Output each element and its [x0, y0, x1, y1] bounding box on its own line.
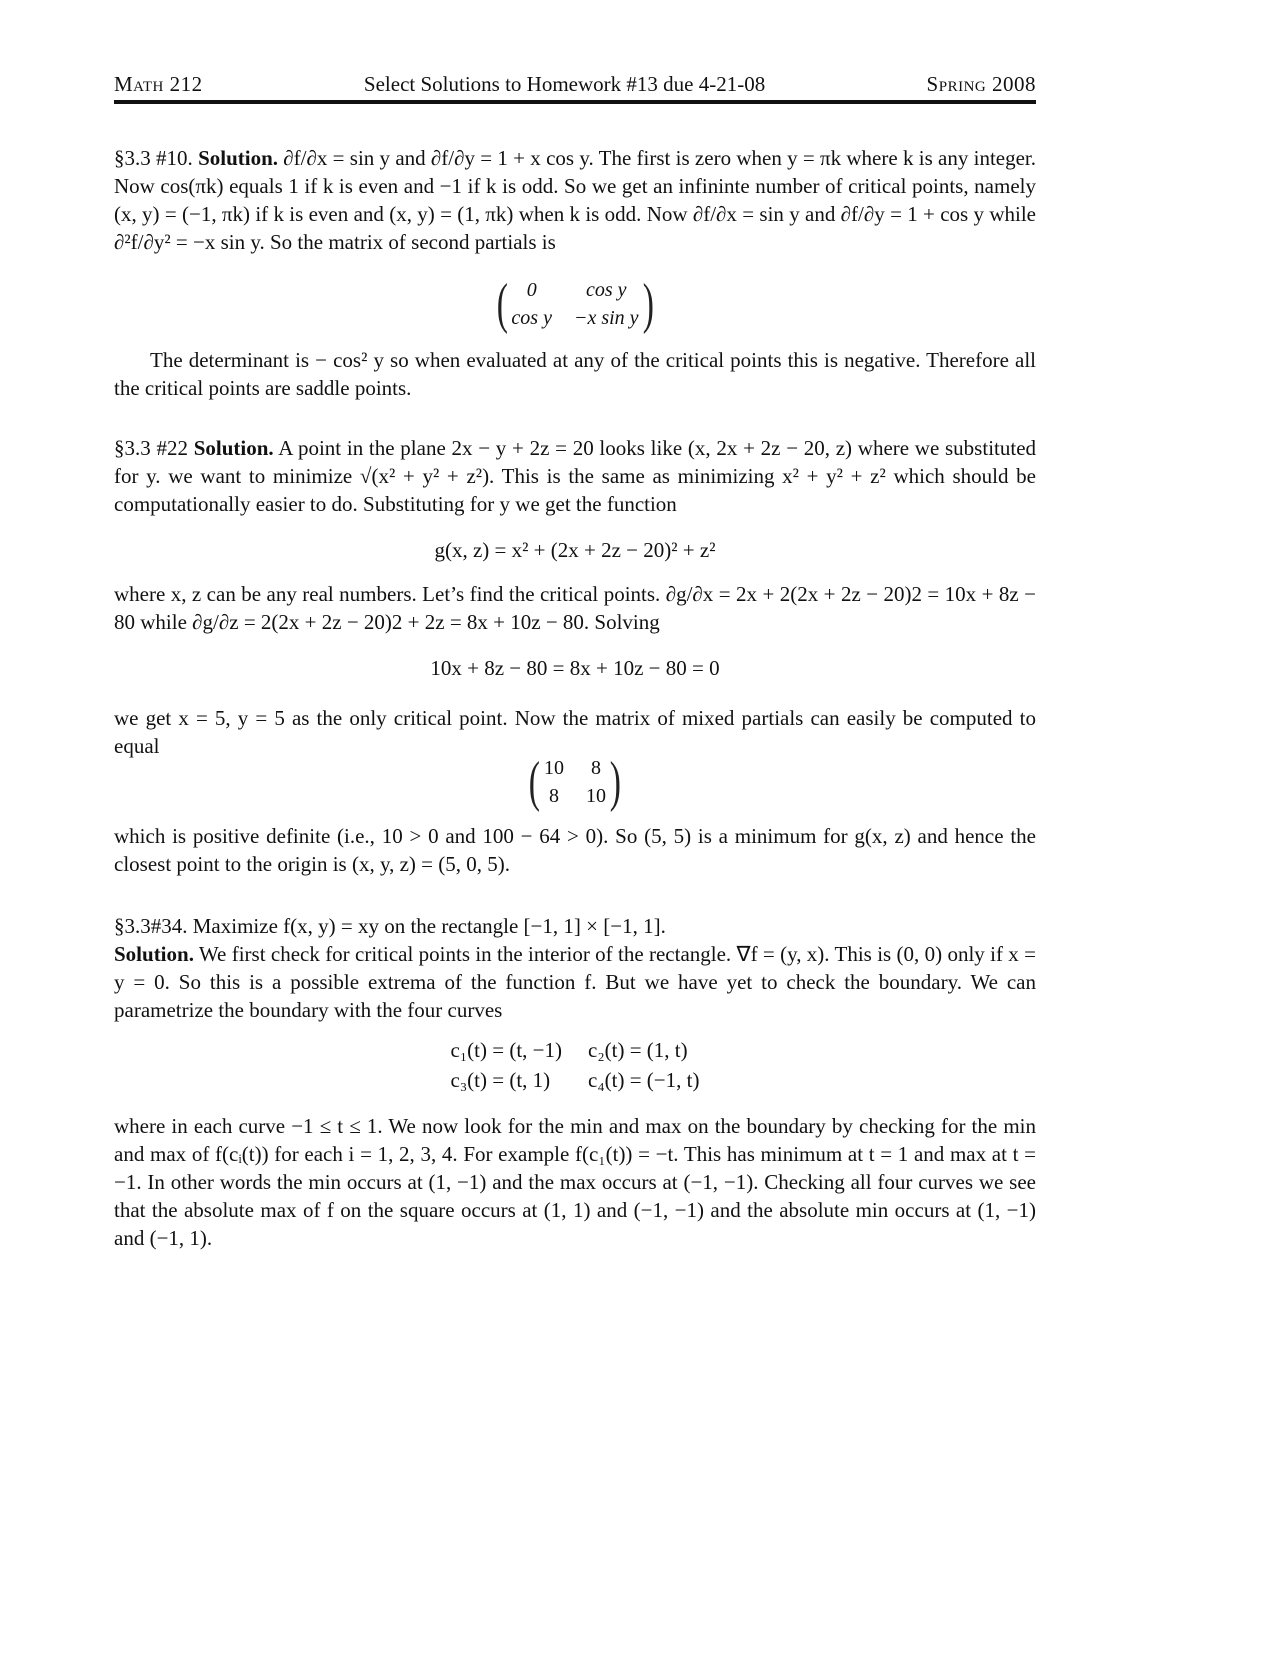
- matrix-cell: 8: [549, 785, 559, 807]
- problem-3-solution-label: Solution.: [114, 942, 194, 966]
- matrix-cell: −x sin y: [573, 307, 639, 329]
- matrix-cell: 10: [544, 757, 564, 779]
- problem-2-equation-1: g(x, z) = x² + (2x + 2z − 20)² + z²: [434, 538, 716, 562]
- matrix-cell: 8: [591, 757, 601, 779]
- term-label: Spring 2008: [926, 72, 1036, 96]
- header-rule: [114, 100, 1036, 104]
- problem-2-para-4: which is positive definite (i.e., 10 > 0 and 100 − 64 > 0). So (5, 5) is a minimum for g(x, z) and hence the closest point to the origin is (x, y, z) = (5, 0, 5).: [114, 824, 1036, 876]
- problem-2-para-1: [114, 434, 1036, 518]
- problem-2-result: [114, 704, 1036, 760]
- matrix-cell: cos y: [511, 307, 552, 329]
- problem-1-label: §3.3 #10.: [114, 146, 193, 170]
- problem-1-para-2: The determinant is − cos² y so when evaluated at any of the critical points this is negative. Therefore all the critical points are saddle points.: [114, 348, 1036, 400]
- problem-2-critical-points: [114, 580, 1036, 636]
- document-title: Select Solutions to Homework #13 due 4-21-08: [363, 72, 766, 96]
- problem-3-para-2: where in each curve −1 ≤ t ≤ 1. We now look for the min and max on the boundary by checking for the min and max of f(cᵢ(t)) for each i = 1, 2, 3, 4. For example f(c₁(t)) = −t. This has minimum at t = 1 and max at t = −1. In other words the min occurs at (1, −1) and the max occurs at (−1, −1). Checking all four curves we see that the absolute max of f on the square occurs at (1, 1) and (−1, −1) and the absolute min occurs at (1, −1) and (−1, 1).: [114, 1114, 1036, 1250]
- problem-2-para-3: we get x = 5, y = 5 as the only critical point. Now the matrix of mixed partials can easily be computed to equal: [114, 706, 1036, 758]
- problem-2-equation-2: 10x + 8z − 80 = 8x + 10z − 80 = 0: [430, 656, 720, 680]
- problem-1-solution-label: Solution.: [198, 146, 279, 170]
- curve-item: c₁(t) = (t, −1): [450, 1038, 562, 1062]
- problem-2: [114, 434, 1036, 518]
- problem-1-conclusion: [114, 346, 1036, 402]
- page-header: [114, 72, 1036, 97]
- problem-3: [114, 912, 1036, 1024]
- matrix-cell: 0: [526, 279, 537, 301]
- problem-2-label: §3.3 #22: [114, 436, 188, 460]
- problem-2-matrix: ( 10 8 8 10 ): [529, 751, 621, 813]
- problem-2-text-1: A point in the plane 2x − y + 2z = 20 looks like (x, 2x + 2z − 20, z) where we substituted for y. we want to minimize √(x² + y² + z²). This is the same as minimizing x² + y² + z² which should be computationally easier to do. Substituting for y we get the function: [114, 436, 1037, 516]
- problem-3-para-1: [114, 940, 1036, 1024]
- course-label: Math 212: [114, 72, 203, 96]
- problem-2-solution-label: Solution.: [193, 436, 274, 460]
- matrix-cell: 10: [586, 785, 606, 807]
- problem-1-matrix: ( 0 cos y cos y −x sin y ): [496, 273, 654, 335]
- problem-3-statement: §3.3#34. Maximize f(x, y) = xy on the rectangle [−1, 1] × [−1, 1].: [114, 914, 666, 938]
- matrix-cell: cos y: [585, 279, 627, 301]
- problem-1-text-1: ∂f/∂x = sin y and ∂f/∂y = 1 + x cos y. The first is zero when y = πk where k is any integer. Now cos(πk) equals 1 if k is even and −1 if k is odd. So we get an infininte number of critical points, namely (x, y) = (−1, πk) if k is even and (x, y) = (1, πk) when k is odd. Now ∂f/∂x = sin y and ∂f/∂y = 1 + cos y while ∂²f/∂y² = −x sin y. So the matrix of second partials is: [114, 146, 1037, 254]
- problem-3-curves: [114, 1036, 1036, 1094]
- problem-3-conclusion: [114, 1112, 1036, 1252]
- problem-2-para-2: where x, z can be any real numbers. Let’s find the critical points. ∂g/∂x = 2x + 2(2x + 2z − 20)2 = 10x + 8z − 80 while ∂g/∂z = 2(2x + 2z − 20)2 + 2z = 8x + 10z − 80. Solving: [114, 582, 1036, 634]
- curve-item: c₂(t) = (1, t): [588, 1038, 688, 1062]
- curve-item: c₄(t) = (−1, t): [588, 1068, 700, 1092]
- problem-1: [114, 144, 1036, 256]
- problem-2-conclusion: [114, 822, 1036, 878]
- problem-1-para-1: [114, 144, 1036, 256]
- problem-3-text-1: We first check for critical points in the interior of the rectangle. ∇f = (y, x). This is (0, 0) only if x = y = 0. So this is a possible extrema of the function f. But we have yet to check the boundary. We can parametrize the boundary with the four curves: [114, 942, 1036, 1022]
- curve-item: c₃(t) = (t, 1): [450, 1068, 551, 1092]
